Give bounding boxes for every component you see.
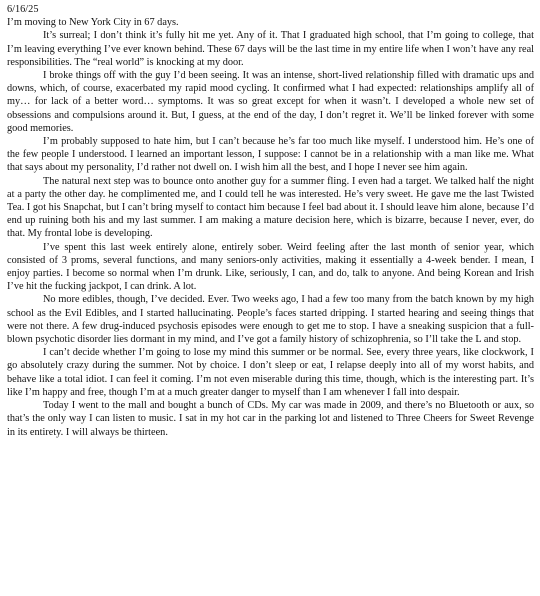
entry-paragraph: I’ve spent this last week entirely alone, entirely sober. Weird feeling after the last month of senior year, which consisted of 3 proms, several functions, and many seniors-only activities, making it essentially a 4-week bender. I mean, I enjoy parties. I become so normal when I’m drunk. Like, seriously, I can, and do, talk to anyone. And being Korean and Irish I’ve hit the fucking jackpot, I can drink. A lot. — [7, 241, 534, 293]
entry-paragraph: I’m moving to New York City in 67 days. — [7, 17, 179, 29]
entry-paragraph: It’s surreal; I don’t think it’s fully hit me yet. Any of it. That I graduated high school, that I’m going to college, that I’m leaving everything I’ve ever known behind. These 67 days will be the last time in my entire life when I won’t have any real responsibilities. The “real world” is knocking at my door. — [7, 30, 534, 68]
entry-paragraph: Today I went to the mall and bought a bunch of CDs. My car was made in 2009, and there’s no Bluetooth or aux, so that’s the only way I can listen to music. I sat in my hot car in the parking lot and listened to Three Cheers for Sweet Revenge in its entirety. I will always be thirteen. — [7, 400, 534, 438]
entry-paragraph: No more edibles, though, I’ve decided. Ever. Two weeks ago, I had a few too many from the batch known by my high school as the Evil Edibles, and I started hallucinating. People’s faces started dripping. I started hearing and seeing things that were not there. A few drug-induced psychosis episodes were enough to get me to stop. I have a sneaking suspicion that a full-blown psychotic disorder lies dormant in my mind, and I’ve got a family history of schizophrenia, so I’ll take the L and stop. — [7, 294, 534, 346]
entry-paragraph: I can’t decide whether I’m going to lose my mind this summer or be normal. See, every three years, like clockwork, I go absolutely crazy during the summer. Not by choice. I don’t sleep or eat, I relapse deeply into all of my worst habits, and behave like a total idiot. I can feel it coming. I’m not even miserable during this time, though, which is the interesting part. It’s like I’m happy and free, though I’m at a much greater danger to myself than I am whenever I fall into despair. — [7, 347, 534, 398]
entry-paragraph: I’m probably supposed to hate him, but I can’t because he’s far too much like myself. I understood him. He’s one of the few people I understood. I learned an important lesson, I suppose: I cannot be in a relationship with a man like me. What that says about my personality, I’d rather not dwell on. I wish him all the best, and I hope I never see him again. — [7, 136, 534, 174]
entry-paragraph: The natural next step was to bounce onto another guy for a summer fling. I even had a target. We talked half the night at a party the other day. he complimented me, and I could tell he was interested. He’s very sweet. He gave me the last Twisted Tea. I got his Snapchat, but I can’t bring myself to contact him because I feel bad about it. I should leave him alone, because I’d end up ruining both his and my last summer. I am making a mature decision here, which is bizarre, because I never, ever, do that. My frontal lobe is developing. — [7, 175, 534, 240]
entry-date: 6/16/25 — [7, 4, 39, 15]
entry-paragraph: I broke things off with the guy I’d been seeing. It was an intense, short-lived relationship filled with dramatic ups and downs, which, of course, exacerbated my rapid mood cycling. It confirmed what I had expected: relationships amplify all of my… for lack of a better word… symptoms. It was so great except for when it wasn’t. I developed a whole new set of obsessions and compulsions around it. But, I guess, at the end of the day, I don’t regret it. We’ll be linked forever with some good memories. — [7, 70, 534, 134]
